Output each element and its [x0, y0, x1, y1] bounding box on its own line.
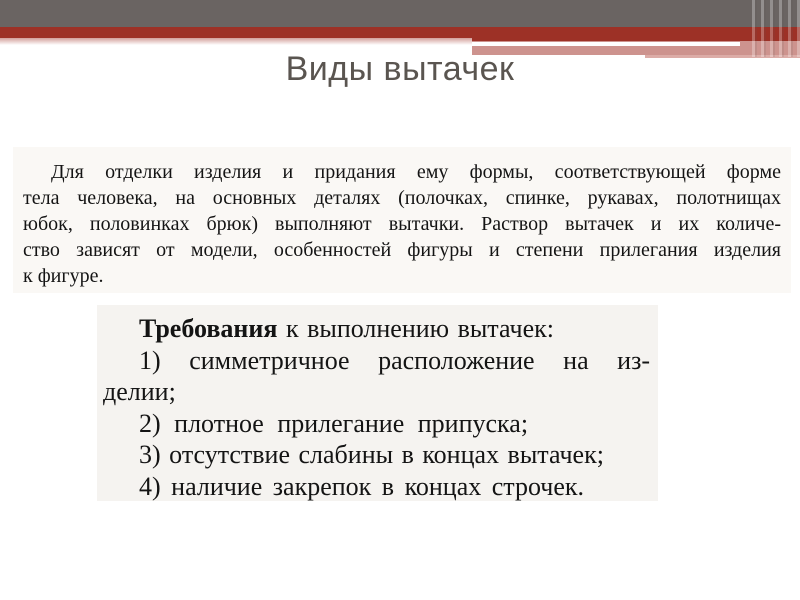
- scan-block-paragraph: [13, 147, 791, 293]
- slide-title: Виды вытачек: [285, 50, 515, 88]
- requirement-item: 1) симметричное расположение на из-: [139, 345, 650, 375]
- header-stripes-decoration: [752, 0, 800, 57]
- requirement-item: 2) плотное прилегание припуска;: [139, 408, 529, 438]
- paragraph-line: тела человека, на основных деталях (полочках, спинке, рукавах, полотнищах: [23, 187, 781, 209]
- requirements-heading-bold: Требования: [139, 314, 278, 343]
- paragraph-line: юбок, половинках брюк) выполняют вытачки. Раствор вытачек и их количе-: [23, 213, 781, 235]
- header-gray-bar: [0, 0, 800, 27]
- header-white-line: [472, 42, 740, 46]
- requirements-heading-rest: к выполнению вытачек:: [277, 314, 554, 343]
- requirement-item: 4) наличие закрепок в концах строчек.: [139, 471, 585, 501]
- requirement-item: 3) отсутствие слабины в концах вытачек;: [139, 440, 604, 469]
- requirements-heading: [103, 313, 650, 345]
- paragraph-line: ство зависят от модели, особенностей фигуры и степени прилегания изделия: [23, 239, 781, 261]
- header-red-bar: [0, 27, 800, 38]
- scan-block-requirements: [97, 305, 658, 501]
- paragraph-line: Для отделки изделия и придания ему формы, соответствующей форме: [51, 161, 781, 183]
- paragraph-line: к фигуре.: [23, 265, 104, 287]
- requirement-item: делии;: [103, 377, 176, 406]
